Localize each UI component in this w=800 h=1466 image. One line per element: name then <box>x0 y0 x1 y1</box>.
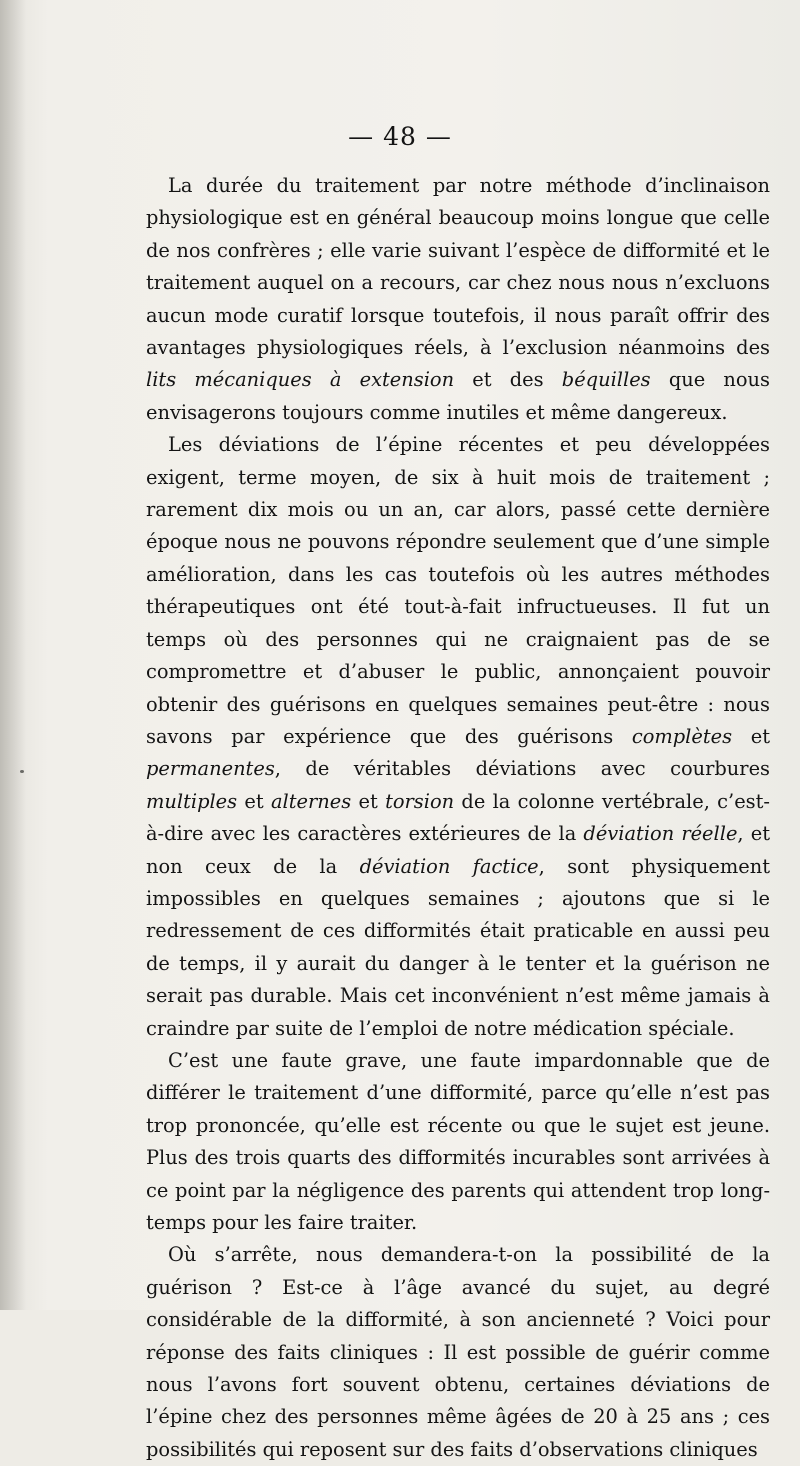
page-number: — 48 — <box>348 122 452 151</box>
binding-shadow <box>0 0 26 1310</box>
italic-run: alternes <box>270 789 352 813</box>
text-run: La durée du traitement par notre méthode d’inclinaison physiologique est en général beaucoup moins longue que celle de nos confrères ; elle varie suivant l’espèce de difformité et le traitement auquel on a recours, car chez nous nous n’excluons aucun mode curatif lorsque toutefois, il nous paraît offrir des avantages physiologiques réels, à l’exclusion néanmoins des <box>146 174 770 360</box>
italic-run: déviation factice <box>359 854 539 878</box>
text-run: et <box>237 789 271 813</box>
body-text <box>146 170 770 1466</box>
text-run: C’est une faute grave, une faute impardonnable que de différer le traitement d’une difformité, parce qu’elle n’est pas trop prononcée, qu’elle est récente ou que le sujet est jeune. Plus des trois quarts des difformités incurables sont arrivées à ce point par la négligence des parents qui attendent trop long-temps pour les faire traiter. <box>146 1048 770 1234</box>
text-run: de la colonne vertébrale, c’est-à-dire avec les caractères extérieures de la <box>146 789 770 846</box>
text-run: Où s’arrête, nous demandera-t-on la possibilité de la guérison ? Est-ce à l’âge avancé du sujet, au degré considérable de la difformité, à son ancienneté ? Voici pour réponse des faits cliniques : Il est possible de guérir comme nous l’avons fort souvent obtenu, certaines déviations de l’épine chez des personnes même âgées de 20 à 25 ans ; ces possibilités qui reposent sur des faits d’observations cliniques <box>146 1243 770 1461</box>
paragraph <box>146 1239 770 1466</box>
italic-run: béquilles <box>561 368 651 392</box>
text-run: , et non ceux de la <box>146 822 770 878</box>
paragraph <box>146 1045 770 1239</box>
text-run: , de véritables déviations avec courbures <box>274 757 770 781</box>
text-run: , sont physiquement impossibles en quelques semaines ; ajoutons que si le redressement de ces difformités était praticable en aussi peu de temps, il y aurait du danger à le tenter et la guérison ne serait pas durable. Mais cet inconvénient n’est même jamais à craindre par suite de l’emploi de notre médication spéciale. <box>146 854 771 1040</box>
paragraph <box>146 429 770 1045</box>
text-run: que nous envisagerons toujours comme inutiles et même dangereux. <box>146 368 770 424</box>
text-run: et <box>732 724 770 748</box>
italic-run: lits mécaniques à extension <box>146 368 455 392</box>
italic-run: permanentes <box>146 757 275 781</box>
text-run: et des <box>454 368 562 392</box>
italic-run: torsion <box>385 789 455 813</box>
italic-run: multiples <box>146 789 238 813</box>
italic-run: complètes <box>631 724 733 748</box>
text-run: Les déviations de l’épine récentes et peu développées exigent, terme moyen, de six à huit mois de traitement ; rarement dix mois ou un an, car alors, passé cette dernière époque nous ne pouvons répondre seulement que d’une simple amélioration, dans les cas toutefois où les autres méthodes thérapeutiques ont été tout-à-fait infructueuses. Il fut un temps où des personnes qui ne craignaient pas de se compromettre et d’abuser le public, annonçaient pouvoir obtenir des guérisons en quelques semaines peut-être : nous savons par expérience que des guérisons <box>146 433 770 748</box>
text-run: et <box>351 789 386 813</box>
ink-speck <box>20 770 24 773</box>
paragraph <box>146 170 770 429</box>
italic-run: déviation réelle <box>583 822 738 846</box>
